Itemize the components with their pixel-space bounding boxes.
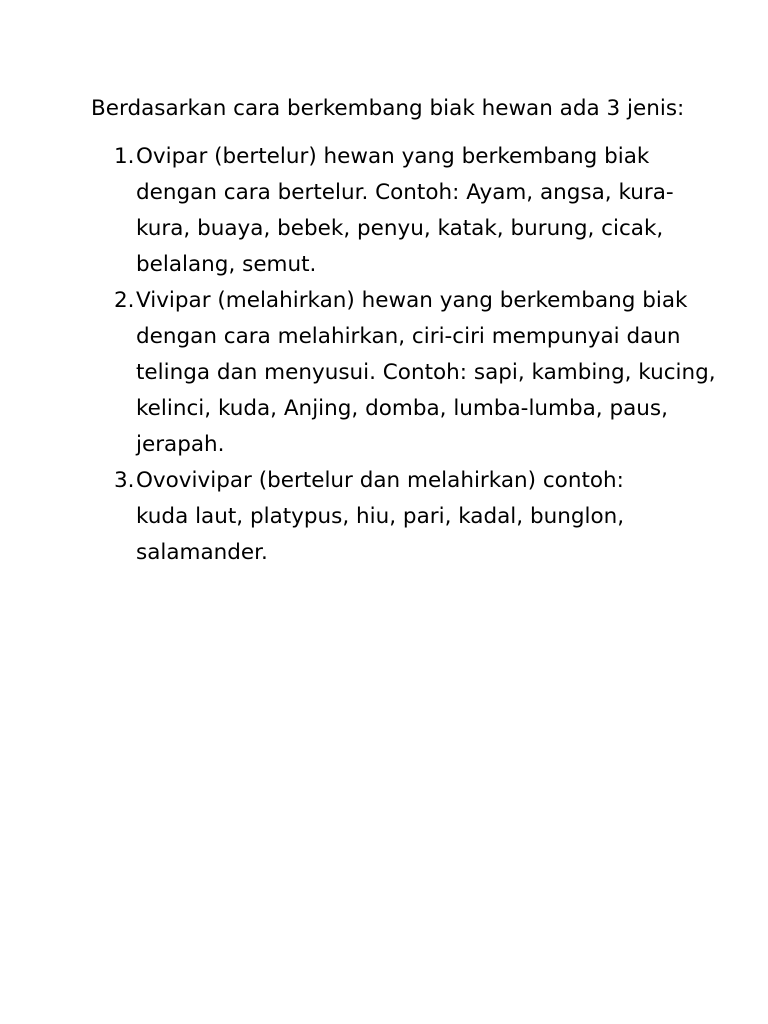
list-number: 1. (114, 144, 135, 169)
item-text-line: kelinci, kuda, Anjing, domba, lumba-lumba, paus, (136, 396, 668, 421)
list-item-ovovivipar (91, 463, 711, 571)
list-item-ovipar (91, 139, 711, 283)
item-text-line: Ovipar (bertelur) hewan yang berkembang biak (136, 144, 650, 169)
item-text-line: salamander. (136, 540, 268, 565)
list-number: 3. (114, 468, 135, 493)
reproduction-types-list (91, 139, 716, 571)
item-text-line: jerapah. (136, 432, 225, 457)
item-text-line: dengan cara melahirkan, ciri-ciri mempunyai daun (136, 324, 681, 349)
item-text-line: belalang, semut. (136, 252, 317, 277)
item-text-line: kura, buaya, bebek, penyu, katak, burung, cicak, (136, 216, 664, 241)
item-text-line: Ovovivipar (bertelur dan melahirkan) contoh: (136, 468, 624, 493)
item-text-line: telinga dan menyusui. Contoh: sapi, kambing, kucing, (136, 360, 716, 385)
list-item-vivipar (91, 283, 716, 463)
list-number: 2. (114, 288, 135, 313)
item-text-line: Vivipar (melahirkan) hewan yang berkembang biak (136, 288, 688, 313)
item-text-line: kuda laut, platypus, hiu, pari, kadal, bunglon, (136, 504, 625, 529)
item-text-line: dengan cara bertelur. Contoh: Ayam, angsa, kura- (136, 180, 674, 205)
intro-text: Berdasarkan cara berkembang biak hewan ada 3 jenis: (91, 96, 685, 121)
